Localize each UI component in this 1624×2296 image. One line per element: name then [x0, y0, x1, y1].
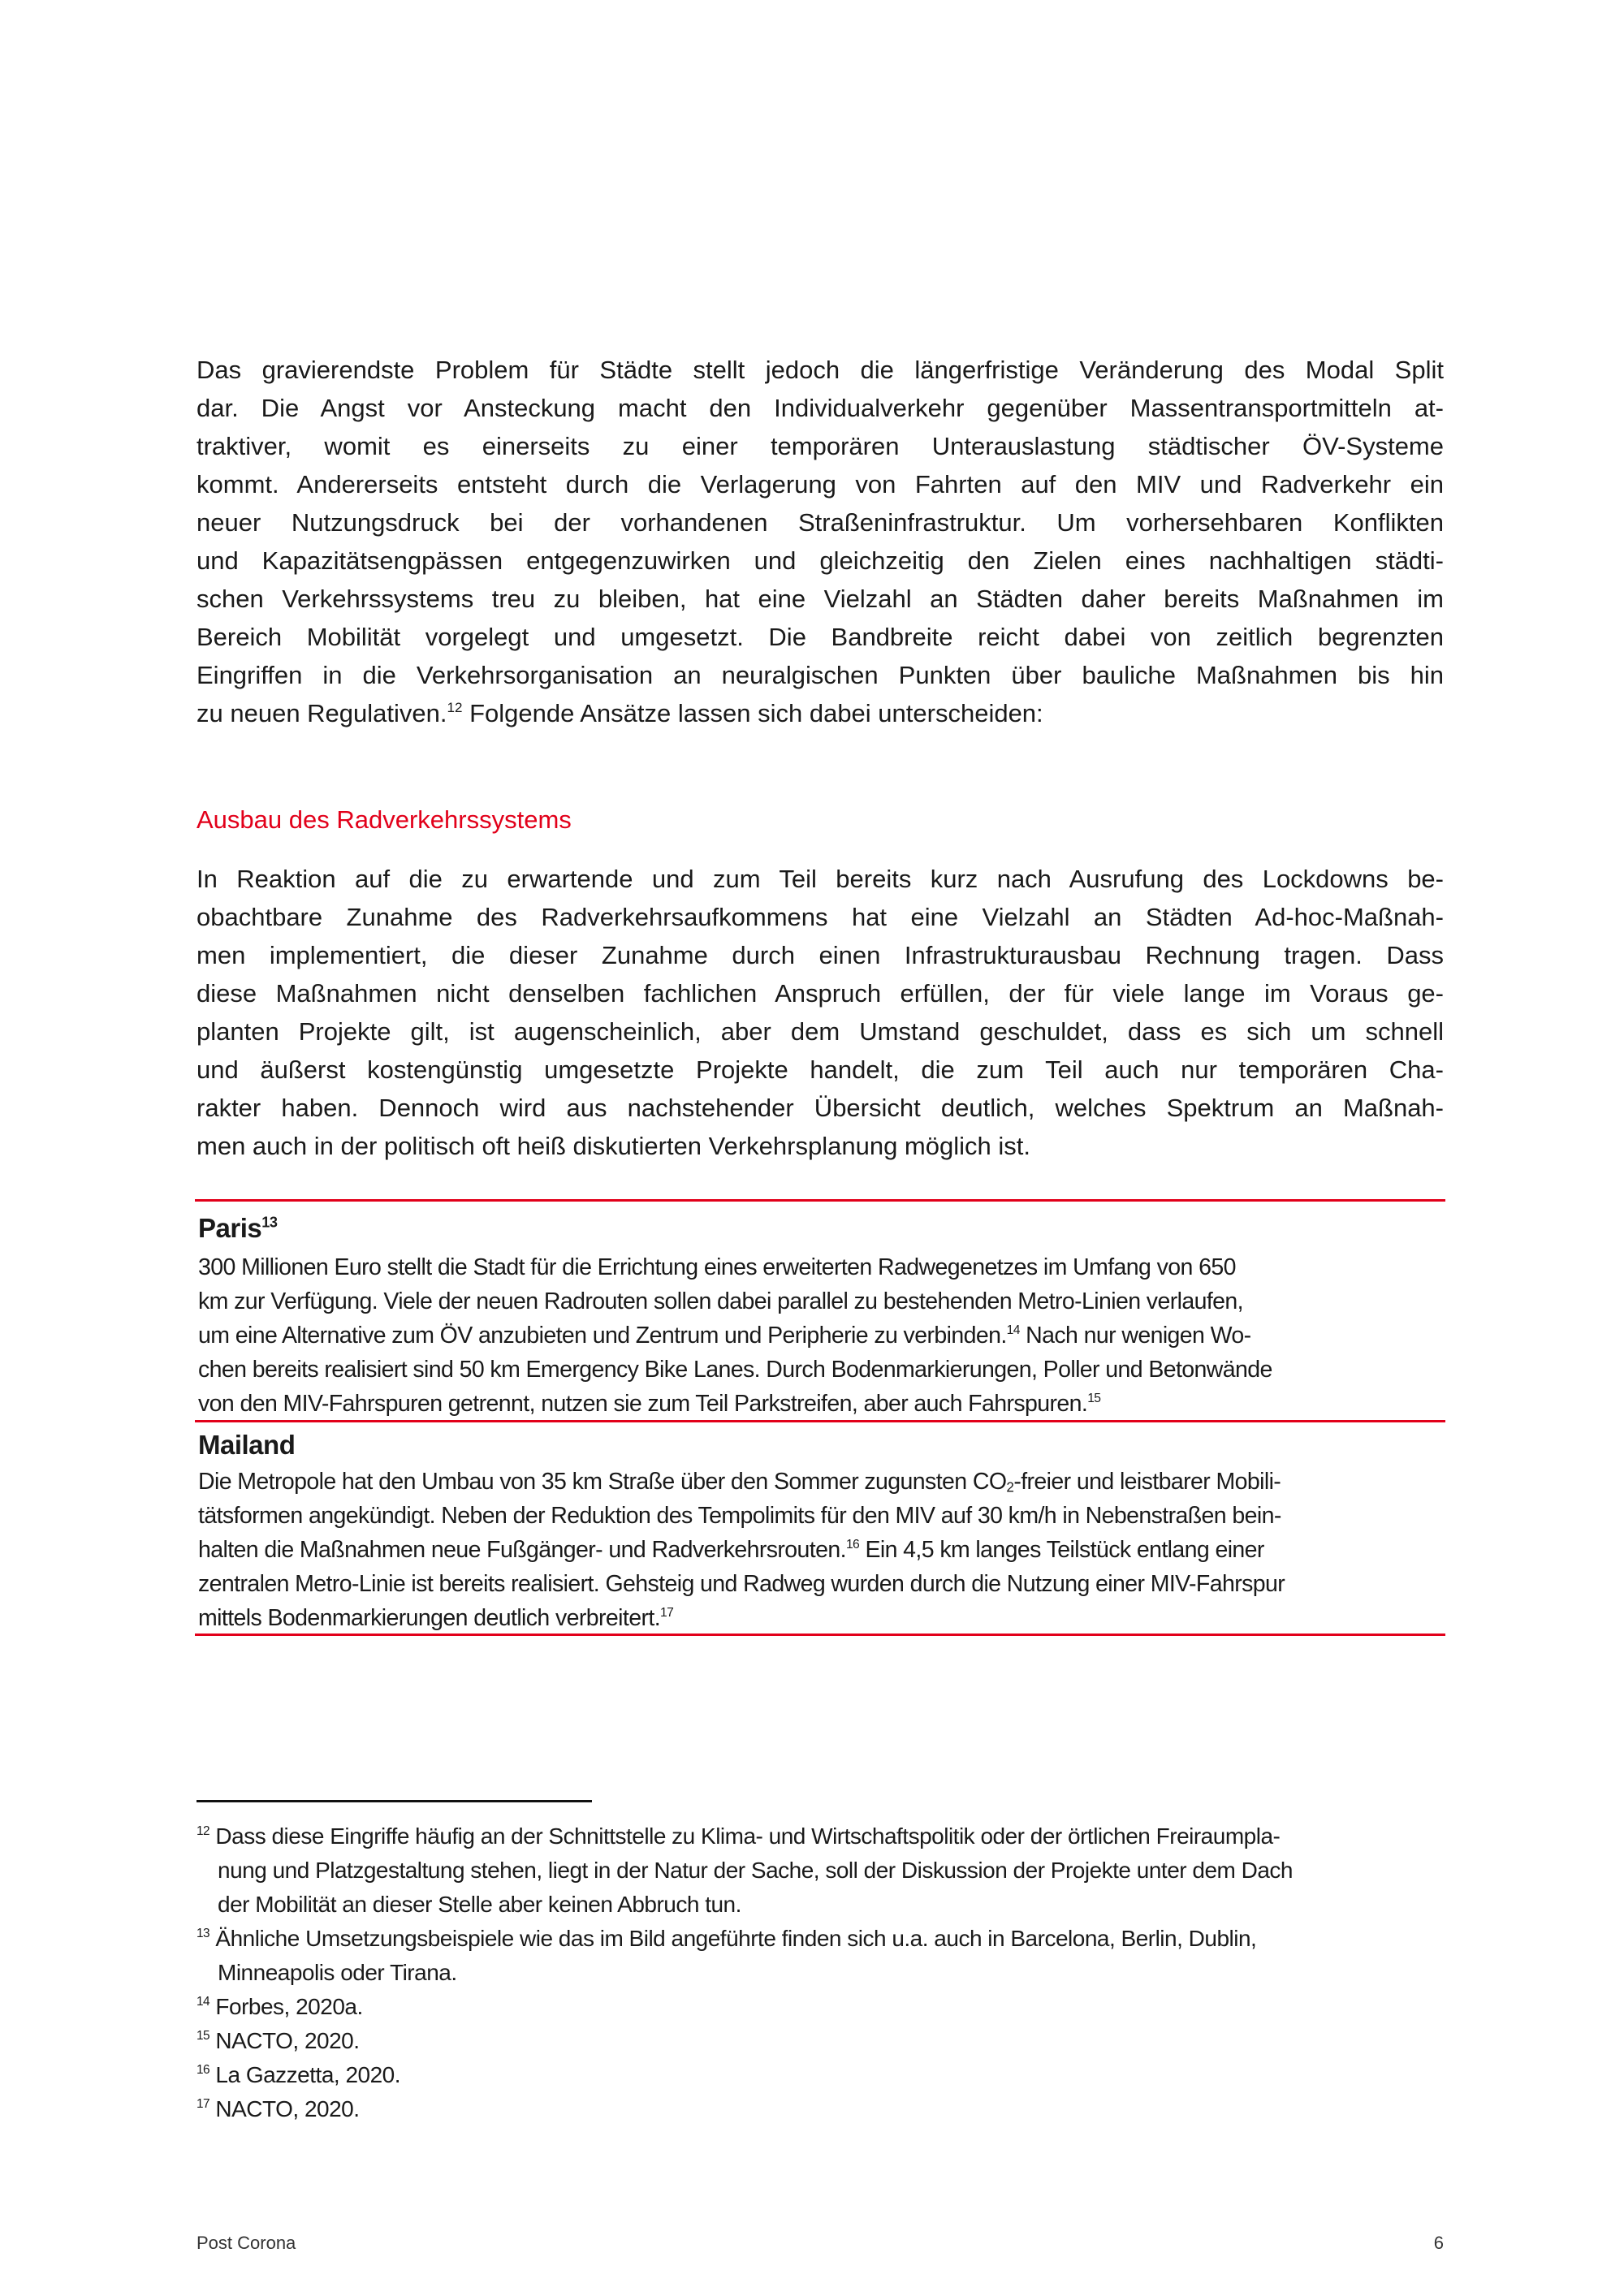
- footnote-line: [197, 1819, 1293, 1854]
- text-run: halten die Maßnahmen neue Fußgänger- und Radverkehrsrouten.: [198, 1537, 846, 1563]
- box-line: [198, 1601, 1285, 1635]
- text-run: Eingriffen in die Verkehrsorganisation an neuralgischen Punkten über bauliche Maßnahmen bis hin: [197, 661, 1444, 689]
- box-divider-top: [195, 1199, 1445, 1202]
- section-heading: Ausbau des Radverkehrssystems: [197, 805, 572, 834]
- text-line: [197, 580, 1444, 618]
- text-run: km zur Verfügung. Viele der neuen Radrouten sollen dabei parallel zu bestehenden Metro-Linien verlaufen,: [198, 1288, 1243, 1314]
- text-line: [197, 389, 1444, 427]
- text-run: men implementiert, die dieser Zunahme durch einen Infrastrukturausbau Rechnung tragen. Dass: [197, 941, 1444, 969]
- text-line: [197, 898, 1444, 936]
- footnote-item: [197, 1990, 1293, 2024]
- footnote-text: Minneapolis oder Tirana.: [218, 1960, 457, 1985]
- footnotes: [197, 1819, 1293, 2126]
- footnote-ref: 12: [447, 700, 463, 716]
- text-run: Die Metropole hat den Umbau von 35 km Straße über den Sommer zugunsten CO: [198, 1469, 1007, 1495]
- box-line: [198, 1567, 1285, 1601]
- footnote-text: NACTO, 2020.: [215, 2096, 360, 2121]
- footnote-separator: [197, 1800, 592, 1802]
- text-line: [197, 618, 1444, 656]
- footnote-number: 13: [197, 1927, 210, 1941]
- text-run: Ein 4,5 km langes Teilstück entlang einer: [859, 1537, 1264, 1563]
- text-line: [197, 542, 1444, 580]
- box-line: [198, 1499, 1285, 1533]
- text-run: Bereich Mobilität vorgelegt und umgesetzt. Die Bandbreite reicht dabei von zeitlich begrenzten: [197, 623, 1444, 651]
- box-line: [198, 1318, 1272, 1353]
- footnote-line: [197, 1990, 1293, 2024]
- body-paragraph-1: [197, 351, 1444, 732]
- text-run: rakter haben. Dennoch wird aus nachstehender Übersicht deutlich, welches Spektrum an Maßnah-: [197, 1094, 1444, 1122]
- footnote-text: Ähnliche Umsetzungsbeispiele wie das im Bild angeführte finden sich u.a. auch in Barcelona, Berlin, Dublin,: [215, 1926, 1257, 1951]
- text-run: tätsformen angekündigt. Neben der Reduktion des Tempolimits für den MIV auf 30 km/h in Nebenstraßen bein-: [198, 1503, 1281, 1529]
- text-run: 300 Millionen Euro stellt die Stadt für die Errichtung eines erweiterten Radwegenetzes im Umfang von 650: [198, 1254, 1236, 1280]
- box-divider-middle: [195, 1420, 1445, 1422]
- text-run: und Kapazitätsengpässen entgegenzuwirken und gleichzeitig den Zielen eines nachhaltigen städti-: [197, 546, 1444, 575]
- text-run: mittels Bodenmarkierungen deutlich verbreitert.: [198, 1605, 661, 1631]
- footnote-number: 16: [197, 2063, 210, 2078]
- box-text-mailand: [198, 1465, 1285, 1635]
- footnote-ref: 16: [845, 1538, 860, 1552]
- text-run: Folgende Ansätze lassen sich dabei unterscheiden:: [462, 699, 1043, 727]
- text-line: [197, 1089, 1444, 1127]
- text-run: traktiver, womit es einerseits zu einer temporären Unterauslastung städtischer ÖV-Systeme: [197, 432, 1444, 460]
- footnote-text: NACTO, 2020.: [215, 2028, 360, 2053]
- text-line: [197, 656, 1444, 694]
- text-run: planten Projekte gilt, ist augenscheinlich, aber dem Umstand geschuldet, dass es sich um schnell: [197, 1017, 1444, 1046]
- text-run: schen Verkehrssystems treu zu bleiben, hat eine Vielzahl an Städten daher bereits Maßnahmen im: [197, 585, 1444, 613]
- footnote-number: 17: [197, 2097, 210, 2112]
- text-run: Das gravierendste Problem für Städte stellt jedoch die längerfristige Veränderung des Modal Split: [197, 356, 1444, 384]
- text-line: [197, 503, 1444, 542]
- footer-title: Post Corona: [197, 2233, 296, 2253]
- text-run: zu neuen Regulativen.: [197, 699, 447, 727]
- text-run: -freier und leistbarer Mobili-: [1013, 1469, 1281, 1495]
- footnote-ref: 15: [1087, 1392, 1101, 1406]
- page-number: 6: [1433, 2233, 1444, 2253]
- box-text-paris: [198, 1250, 1272, 1421]
- text-line: [197, 1127, 1444, 1165]
- box-line: [198, 1250, 1272, 1284]
- box-title-paris: Paris$^{13}$: [198, 1213, 278, 1243]
- footnote-line: [197, 2092, 1293, 2126]
- footnote-text: La Gazzetta, 2020.: [215, 2062, 401, 2087]
- box-line: [198, 1353, 1272, 1387]
- footnote-text: Dass diese Eingriffe häufig an der Schnittstelle zu Klima- und Wirtschaftspolitik oder der örtlichen Freiraumpla-: [215, 1823, 1281, 1849]
- box-line: [198, 1465, 1285, 1499]
- text-line: [197, 974, 1444, 1012]
- text-line: [197, 1051, 1444, 1089]
- text-run: chen bereits realisiert sind 50 km Emergency Bike Lanes. Durch Bodenmarkierungen, Poller und Betonwände: [198, 1357, 1272, 1383]
- box-line: [198, 1284, 1272, 1318]
- footnote-line: [197, 1922, 1293, 1956]
- subscript: 2: [1006, 1479, 1014, 1495]
- text-line: [197, 427, 1444, 465]
- text-line: [197, 694, 1444, 732]
- footnote-number: 12: [197, 1824, 210, 1839]
- text-run: In Reaktion auf die zu erwartende und zum Teil bereits kurz nach Ausrufung des Lockdowns be-: [197, 865, 1444, 893]
- text-run: Nach nur wenigen Wo-: [1019, 1323, 1251, 1349]
- footnote-item: [197, 2092, 1293, 2126]
- footnote-item: [197, 2058, 1293, 2092]
- text-run: diese Maßnahmen nicht denselben fachlichen Anspruch erfüllen, der für viele lange im Voraus ge-: [197, 979, 1444, 1008]
- footnote-ref: 14: [1006, 1323, 1020, 1338]
- footnote-number: 15: [197, 2029, 210, 2044]
- text-line: [197, 936, 1444, 974]
- text-run: dar. Die Angst vor Ansteckung macht den Individualverkehr gegenüber Massentransportmitteln at-: [197, 394, 1444, 422]
- text-run: um eine Alternative zum ÖV anzubieten und Zentrum und Peripherie zu verbinden.: [198, 1323, 1007, 1349]
- footnote-item: [197, 1819, 1293, 1922]
- box-title-mailand: Mailand: [198, 1430, 296, 1460]
- text-line: [197, 1012, 1444, 1051]
- text-run: obachtbare Zunahme des Radverkehrsaufkommens hat eine Vielzahl an Städten Ad-hoc-Maßnah-: [197, 903, 1444, 931]
- footnote-line: [197, 2024, 1293, 2058]
- text-line: [197, 860, 1444, 898]
- text-run: kommt. Andererseits entsteht durch die Verlagerung von Fahrten auf den MIV und Radverkehr ein: [197, 470, 1444, 498]
- footnote-number: 14: [197, 1995, 210, 2009]
- box-line: [198, 1387, 1272, 1421]
- footnote-ref: 17: [660, 1606, 674, 1621]
- footnote-text: nung und Platzgestaltung stehen, liegt in der Natur der Sache, soll der Diskussion der Projekte unter dem Dach: [218, 1858, 1293, 1883]
- footnote-line: [197, 1956, 1293, 1990]
- text-run: zentralen Metro-Linie ist bereits realisiert. Gehsteig und Radweg wurden durch die Nutzung einer MIV-Fahrspur: [198, 1571, 1285, 1597]
- footnote-line: [197, 1854, 1293, 1888]
- box-line: [198, 1533, 1285, 1567]
- text-run: neuer Nutzungsdruck bei der vorhandenen Straßeninfrastruktur. Um vorhersehbaren Konflikten: [197, 508, 1444, 537]
- text-run: von den MIV-Fahrspuren getrennt, nutzen sie zum Teil Parkstreifen, aber auch Fahrspuren.: [198, 1391, 1088, 1417]
- footnote-text: Forbes, 2020a.: [215, 1994, 363, 2019]
- text-line: [197, 351, 1444, 389]
- body-paragraph-2: [197, 860, 1444, 1165]
- footnote-text: der Mobilität an dieser Stelle aber keinen Abbruch tun.: [218, 1892, 741, 1917]
- text-line: [197, 465, 1444, 503]
- footnote-line: [197, 2058, 1293, 2092]
- text-run: und äußerst kostengünstig umgesetzte Projekte handelt, die zum Teil auch nur temporären Cha-: [197, 1055, 1444, 1084]
- footnote-item: [197, 1922, 1293, 1990]
- footnote-item: [197, 2024, 1293, 2058]
- footnote-line: [197, 1888, 1293, 1922]
- text-run: men auch in der politisch oft heiß diskutierten Verkehrsplanung möglich ist.: [197, 1132, 1030, 1160]
- box-divider-bottom: [195, 1634, 1445, 1636]
